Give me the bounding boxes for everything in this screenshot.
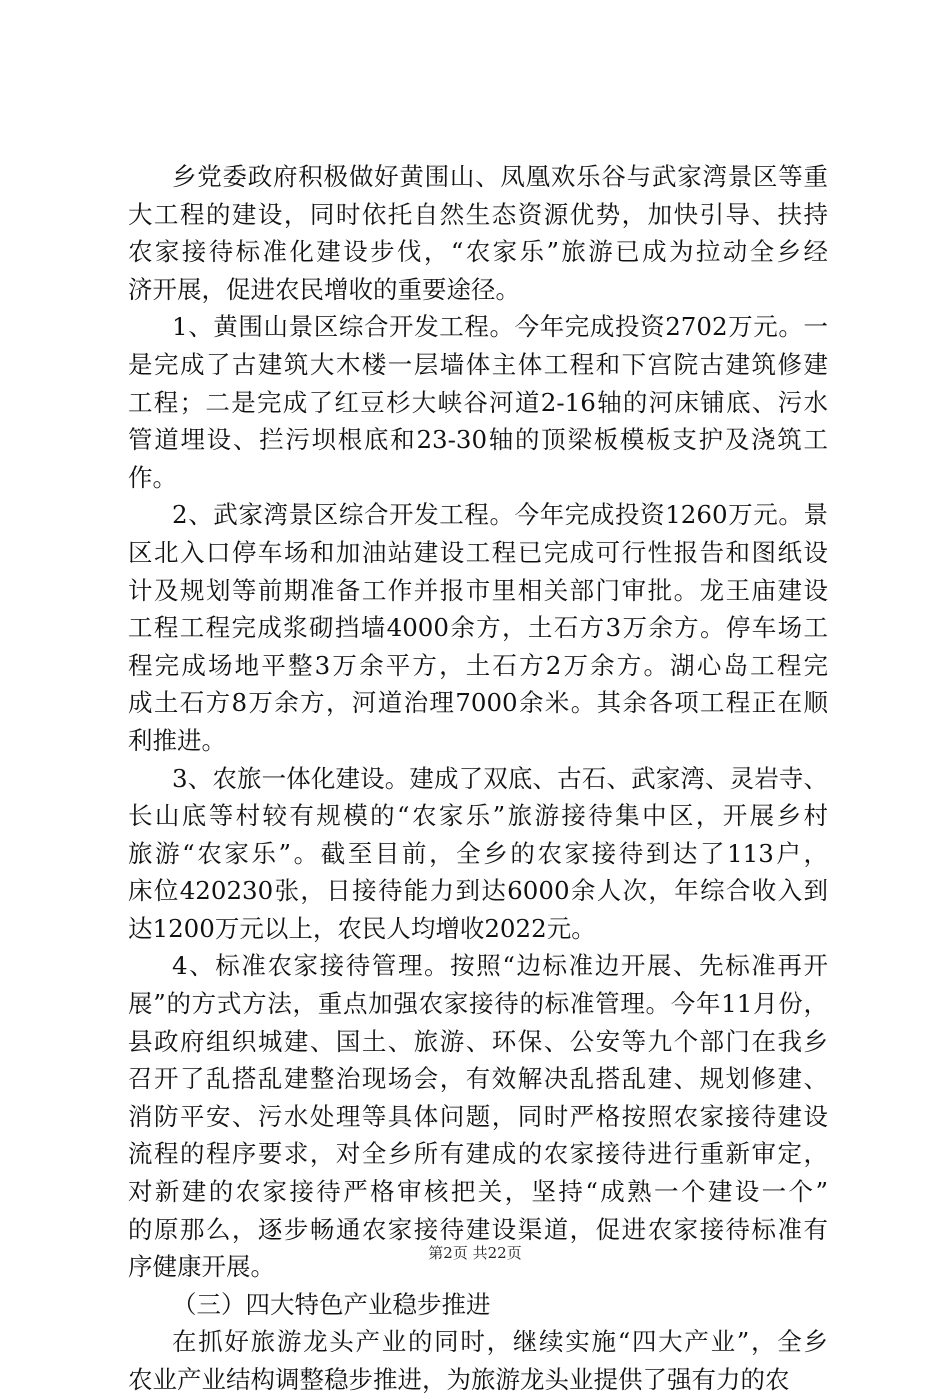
text-line: 消防平安、污水处理等具体问题，同时严格按照农家接待建设 <box>128 1101 828 1131</box>
text-line: 农业产业结构调整稳步推进，为旅游龙头业提供了强有力的农 <box>128 1365 790 1394</box>
text-line: 县政府组织城建、国土、旅游、环保、公安等九个部门在我乡 <box>128 1026 828 1056</box>
text-line: 是完成了古建筑大木楼一层墙体主体工程和下宫院古建筑修建 <box>128 349 828 379</box>
text-line: 区北入口停车场和加油站建设工程已完成可行性报告和图纸设 <box>128 537 828 567</box>
text-line: 管道埋设、拦污坝根底和23-30轴的顶梁板模板支护及浇筑工 <box>128 425 828 455</box>
text-line: 利推进。 <box>128 725 226 755</box>
text-line: 乡党委政府积极做好黄围山、凤凰欢乐谷与武家湾景区等重 <box>172 162 828 191</box>
document-body <box>128 158 828 1399</box>
text-line: 成土石方8万余方，河道治理7000余米。其余各项工程正在顺 <box>128 688 828 718</box>
page-number: 第2页 共22页 <box>428 1244 522 1262</box>
text-line: 1、黄围山景区综合开发工程。今年完成投资2702万元。一 <box>172 312 828 342</box>
text-line: 大工程的建设，同时依托自然生态资源优势，加快引导、扶持 <box>128 199 828 229</box>
text-line: 床位420230张，日接待能力到达6000余人次，年综合收入到 <box>128 876 828 906</box>
text-line: （三）四大特色产业稳步推进 <box>172 1289 491 1319</box>
paragraph-intro <box>128 158 828 308</box>
text-line: 3、农旅一体化建设。建成了双底、古石、武家湾、灵岩寺、 <box>172 763 828 793</box>
text-line: 对新建的农家接待严格审核把关，坚持“成熟一个建设一个” <box>128 1177 828 1207</box>
text-line: 4、标准农家接待管理。按照“边标准边开展、先标准再开 <box>172 951 828 981</box>
text-line: 济开展，促进农民增收的重要途径。 <box>128 274 520 304</box>
text-line: 程完成场地平整3万余平方，土石方2万余方。湖心岛工程完 <box>128 650 828 680</box>
text-line: 工程；二是完成了红豆杉大峡谷河道2-16轴的河床铺底、污水 <box>128 387 828 417</box>
text-line: 2、武家湾景区综合开发工程。今年完成投资1260万元。景 <box>172 500 828 530</box>
text-line: 长山底等村较有规模的“农家乐”旅游接待集中区，开展乡村 <box>128 801 828 831</box>
paragraph-item-3 <box>128 760 828 948</box>
text-line: 在抓好旅游龙头产业的同时，继续实施“四大产业”，全乡 <box>172 1327 828 1357</box>
paragraph-item-2 <box>128 496 828 759</box>
text-line: 作。 <box>128 462 177 492</box>
text-line: 农家接待标准化建设步伐，“农家乐”旅游已成为拉动全乡经 <box>128 237 828 267</box>
paragraph-item-4 <box>128 947 828 1285</box>
text-line: 计及规划等前期准备工作并报市里相关部门审批。龙王庙建设 <box>128 575 828 605</box>
text-line: 旅游“农家乐”。截至目前，全乡的农家接待到达了113户， <box>128 838 828 868</box>
paragraph-industries <box>128 1323 828 1398</box>
section-heading-3 <box>128 1286 828 1324</box>
text-line: 展”的方式方法，重点加强农家接待的标准管理。今年11月份， <box>128 989 828 1019</box>
text-line: 序健康开展。 <box>128 1252 275 1282</box>
text-line: 召开了乱搭乱建整治现场会，有效解决乱搭乱建、规划修建、 <box>128 1064 828 1094</box>
text-line: 达1200万元以上，农民人均增收2022元。 <box>128 913 596 943</box>
text-line: 的原那么，逐步畅通农家接待建设渠道，促进农家接待标准有 <box>128 1214 828 1244</box>
text-line: 流程的程序要求，对全乡所有建成的农家接待进行重新审定， <box>128 1139 828 1169</box>
paragraph-item-1 <box>128 308 828 496</box>
page-footer <box>0 1243 950 1263</box>
text-line: 工程工程完成浆砌挡墙4000余方，土石方3万余方。停车场工 <box>128 613 828 643</box>
